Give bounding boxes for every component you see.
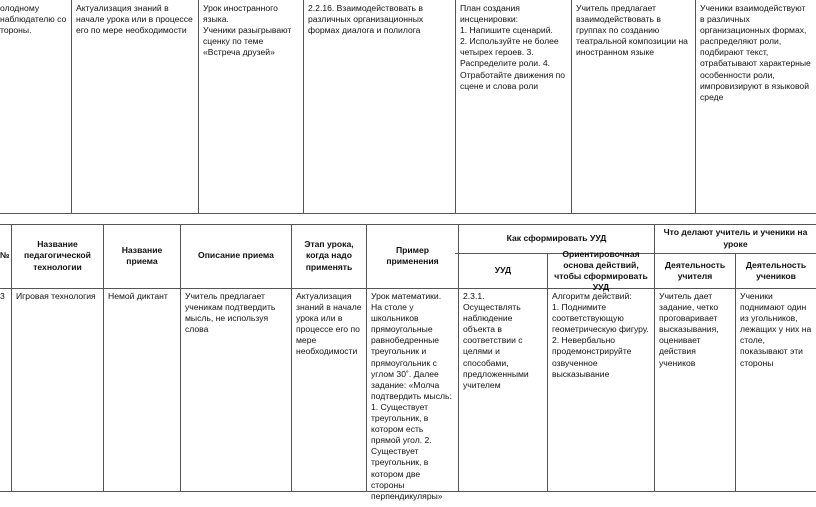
header-description: Описание приема [198, 250, 274, 261]
row-stage: Актуализация знаний в начале урока или в процессе его по мере необходимости [296, 291, 362, 357]
cell-uud: 2.2.16. Взаимодействовать в различных организационных формах диалога и полилога [308, 3, 424, 36]
row-basis: Алгоритм действий: 1. Поднимите соответствующую геометрическую фигуру. 2. Невербально продемонстрируйте озвученное высказывание [552, 291, 649, 379]
header-example: Пример применения [386, 244, 439, 266]
header-number: № [0, 250, 10, 261]
header-students: Деятельность учеников [745, 259, 807, 281]
cell-teacher: Учитель предлагает взаимодействовать в группах по созданию театральной композиции на иностранном языке [576, 3, 688, 58]
techniques-table [0, 224, 816, 501]
row-uud: 2.3.1. Осуществлять наблюдение объекта в соответствии с целями и способами, предложенными учителем [463, 291, 529, 390]
cell-students: Ученики взаимодействуют в различных организационных формах, распределяют роли, подбирают текст, отрабатывают характерные особенности роли, импровизируют в языковой среде [700, 3, 811, 102]
top-table [0, 0, 816, 214]
header-basis: Ориентировочная основа действий, чтобы сформировать УУД [554, 248, 648, 293]
row-description: Учитель предлагает ученикам подтвердить мысль, не используя слова [185, 291, 276, 335]
header-teacher: Деятельность учителя [664, 259, 726, 281]
header-technology: Название педагогической технологии [24, 239, 91, 272]
header-uud: УУД [494, 265, 512, 276]
header-actors-group: Что делают учитель и ученики на уроке [663, 227, 808, 249]
row-technique: Немой диктант [108, 291, 168, 301]
cell-stage: Актуализация знаний в начале урока или в процессе его по мере необходимости [76, 3, 193, 36]
header-technique: Название приема [121, 244, 163, 266]
cell-observer: олодному наблюдателю со тороны. [0, 3, 67, 36]
cell-example: Урок иностранного языка. Ученики разыгрывают сценку по теме «Встреча друзей» [203, 3, 292, 58]
row-number: 3 [0, 291, 5, 301]
row-teacher: Учитель дает задание, четко проговаривает высказывания, оценивает действия учеников [659, 291, 719, 368]
row-students: Ученики поднимают один из угольников, лежащих у них на столе, показывают эти стороны [740, 291, 812, 368]
row-technology: Игровая технология [16, 291, 96, 301]
header-uud-group: Как сформировать УУД [506, 232, 607, 243]
row-example: Урок математики. На столе у школьников прямоугольные равнобедренные треугольник и прямоугольник с углом 30˚. Далее задание: «Молча подтвердить мысль: 1. Существует треугольник, в котором есть прямой угол. 2. Существует треугольник, в котором две стороны перпендикуляры» [371, 291, 452, 501]
row-divider [0, 213, 816, 214]
cell-plan: План создания инсценировки: 1. Напишите сценарий. 2. Используйте не более четырех героев. 3. Распределите роли. 4. Отработайте движения по сцене и слова роли [460, 3, 566, 91]
header-stage: Этап урока, когда надо применять [304, 239, 354, 272]
